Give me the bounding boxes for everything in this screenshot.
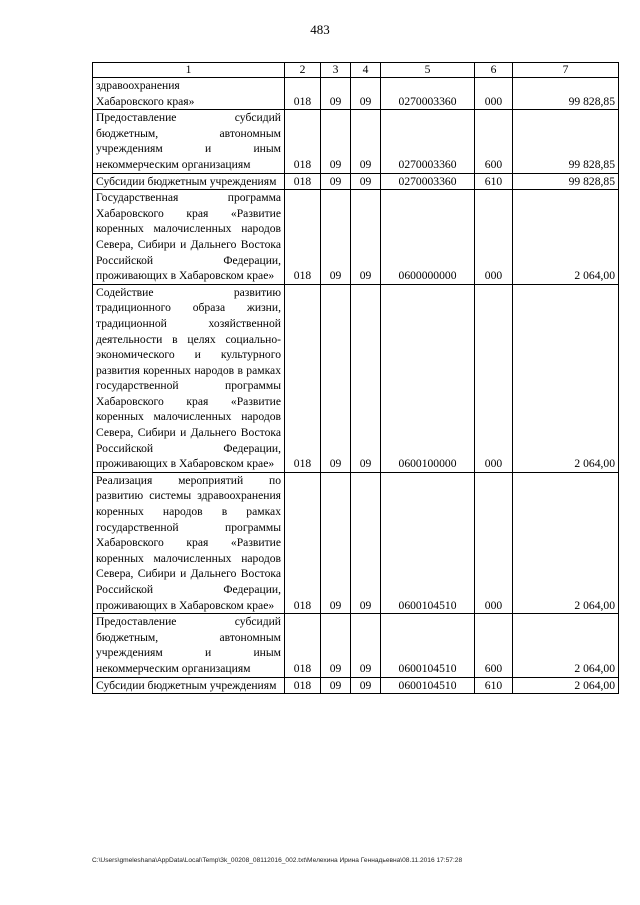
table-row	[93, 472, 619, 613]
table-row	[93, 677, 619, 694]
row-amount: 99 828,85	[513, 78, 619, 110]
row-target-article: 0600104510	[381, 614, 475, 677]
row-ministry-code: 018	[285, 472, 321, 613]
row-target-article: 0600104510	[381, 677, 475, 694]
row-amount: 99 828,85	[513, 173, 619, 190]
row-amount: 2 064,00	[513, 677, 619, 694]
row-subsection-code: 09	[351, 173, 381, 190]
page-number: 483	[310, 22, 330, 37]
row-expense-type: 000	[475, 190, 513, 285]
row-name: Субсидии бюджетным учреждениям	[93, 677, 285, 694]
row-ministry-code: 018	[285, 614, 321, 677]
row-amount: 2 064,00	[513, 190, 619, 285]
row-expense-type: 000	[475, 472, 513, 613]
file-path-footer: C:\Users\gmeleshana\AppData\Local\Temp\3k_00208_08112016_002.txt\Мелехина Ирина Геннадьевна\08.11.2016 17:57:28	[92, 857, 463, 864]
budget-table	[92, 62, 619, 694]
row-section-code: 09	[321, 110, 351, 173]
row-ministry-code: 018	[285, 110, 321, 173]
row-ministry-code: 018	[285, 173, 321, 190]
row-amount: 2 064,00	[513, 472, 619, 613]
row-target-article: 0600104510	[381, 472, 475, 613]
table-row	[93, 190, 619, 285]
row-section-code: 09	[321, 78, 351, 110]
col-header-7: 7	[513, 63, 619, 78]
col-header-3: 3	[321, 63, 351, 78]
row-section-code: 09	[321, 614, 351, 677]
row-subsection-code: 09	[351, 190, 381, 285]
row-target-article: 0270003360	[381, 110, 475, 173]
row-target-article: 0600000000	[381, 190, 475, 285]
col-header-1: 1	[93, 63, 285, 78]
row-section-code: 09	[321, 173, 351, 190]
table-row	[93, 110, 619, 173]
row-target-article: 0270003360	[381, 78, 475, 110]
row-name: Субсидии бюджетным учреждениям	[93, 173, 285, 190]
row-subsection-code: 09	[351, 677, 381, 694]
row-expense-type: 600	[475, 110, 513, 173]
table-header-row	[93, 63, 619, 78]
row-amount: 2 064,00	[513, 284, 619, 472]
row-subsection-code: 09	[351, 614, 381, 677]
row-name: Предоставление субсидий бюджетным, автономным учреждениям и иным некоммерческим организациям	[93, 614, 285, 677]
row-section-code: 09	[321, 677, 351, 694]
row-ministry-code: 018	[285, 190, 321, 285]
row-amount: 2 064,00	[513, 614, 619, 677]
row-target-article: 0270003360	[381, 173, 475, 190]
row-subsection-code: 09	[351, 110, 381, 173]
col-header-2: 2	[285, 63, 321, 78]
row-expense-type: 610	[475, 173, 513, 190]
row-subsection-code: 09	[351, 78, 381, 110]
row-name: Реализация мероприятий по развитию системы здравоохранения коренных народов в рамках государственной программы Хабаровского края «Развитие коренных малочисленных народов Севера, Сибири и Дальнего Востока Российской Федерации, проживающих в Хабаровском крае»	[93, 472, 285, 613]
row-name: Государственная программа Хабаровского края «Развитие коренных малочисленных народов Севера, Сибири и Дальнего Востока Российской Федерации, проживающих в Хабаровском крае»	[93, 190, 285, 285]
table-row	[93, 284, 619, 472]
row-expense-type: 000	[475, 284, 513, 472]
row-name: здравоохранения Хабаровского края»	[93, 78, 285, 110]
row-amount: 99 828,85	[513, 110, 619, 173]
row-section-code: 09	[321, 472, 351, 613]
row-target-article: 0600100000	[381, 284, 475, 472]
row-subsection-code: 09	[351, 284, 381, 472]
col-header-6: 6	[475, 63, 513, 78]
row-ministry-code: 018	[285, 677, 321, 694]
table-row	[93, 173, 619, 190]
row-expense-type: 000	[475, 78, 513, 110]
row-expense-type: 600	[475, 614, 513, 677]
table-row	[93, 78, 619, 110]
table-row	[93, 614, 619, 677]
row-expense-type: 610	[475, 677, 513, 694]
col-header-5: 5	[381, 63, 475, 78]
col-header-4: 4	[351, 63, 381, 78]
row-name: Содействие развитию традиционного образа жизни, традиционной хозяйственной деятельности в целях социально-экономического и культурного развития коренных народов в рамках государственной программы Хабаровского края «Развитие коренных малочисленных народов Севера, Сибири и Дальнего Востока Российской Федерации, проживающих в Хабаровском крае»	[93, 284, 285, 472]
row-section-code: 09	[321, 190, 351, 285]
row-section-code: 09	[321, 284, 351, 472]
row-ministry-code: 018	[285, 284, 321, 472]
row-subsection-code: 09	[351, 472, 381, 613]
row-ministry-code: 018	[285, 78, 321, 110]
row-name: Предоставление субсидий бюджетным, автономным учреждениям и иным некоммерческим организациям	[93, 110, 285, 173]
